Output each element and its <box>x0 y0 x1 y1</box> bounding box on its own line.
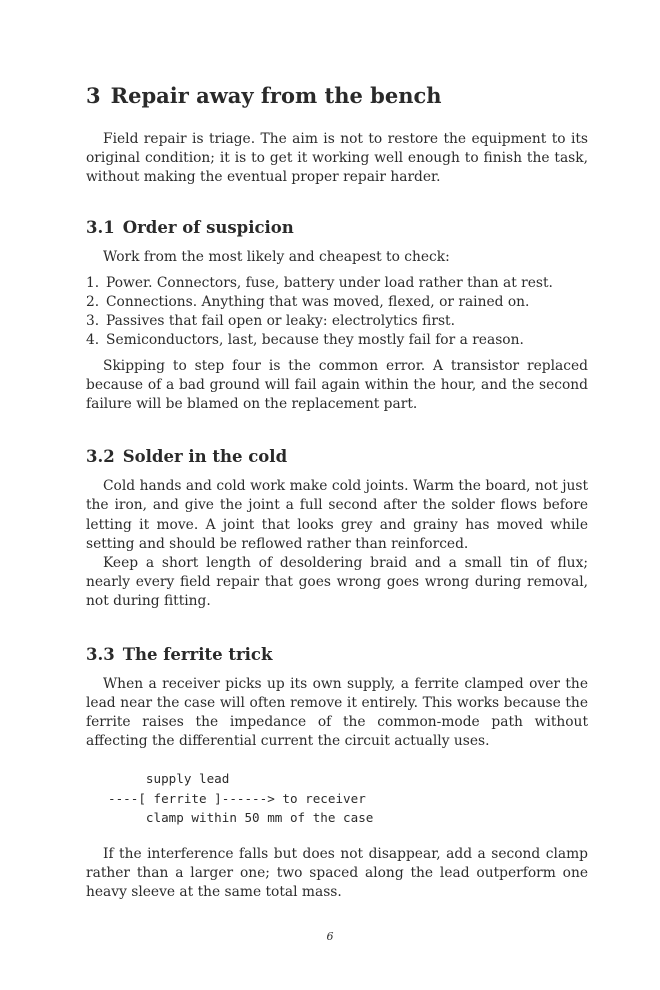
list-item-number: 3. <box>86 313 100 330</box>
list-item-text: Passives that fail open or leaky: electrolytics first. <box>106 313 455 330</box>
section-intro-paragraph: Field repair is triage. The aim is not to restore the equipment to its original condition; it is to get it working well enough to finish the task, without making the eventual proper repair harder. <box>86 131 588 186</box>
list-item <box>86 331 588 350</box>
suspicion-list <box>86 274 588 351</box>
subsection-heading-the-ferrite-trick <box>86 644 588 666</box>
ferrite-ascii-diagram: supply lead ----[ ferrite ]------> to receiver clamp within 50 mm of the case <box>108 771 374 826</box>
list-item <box>86 293 588 312</box>
subsection-heading-order-of-suspicion <box>86 217 588 239</box>
subsection-title: Solder in the cold <box>122 447 288 467</box>
section-heading <box>86 82 588 110</box>
subsection-number: 3.3 <box>86 644 115 664</box>
subsection-title: The ferrite trick <box>122 644 273 664</box>
list-item-text: Power. Connectors, fuse, battery under load rather than at rest. <box>106 274 553 291</box>
list-item-text: Semiconductors, last, because they mostly fail for a reason. <box>106 332 524 349</box>
list-item-number: 2. <box>86 294 100 311</box>
page-number: 6 <box>326 930 334 943</box>
body-paragraph: Skipping to step four is the common error. A transistor replaced because of a bad ground will fail again within the hour, and the second failure will be blamed on the replacement part. <box>86 357 588 413</box>
subsection-number: 3.2 <box>86 447 115 467</box>
subsection-number: 3.1 <box>86 217 115 237</box>
document-page <box>86 82 588 902</box>
section-title: Repair away from the bench <box>110 83 442 108</box>
subsection-title: Order of suspicion <box>122 217 294 237</box>
section-number: 3 <box>86 83 101 108</box>
body-paragraph: Keep a short length of desoldering braid and a small tin of flux; nearly every field repair that goes wrong goes wrong during removal, not during fitting. <box>86 555 588 610</box>
list-item <box>86 312 588 331</box>
body-paragraph: When a receiver picks up its own supply, a ferrite clamped over the lead near the case will often remove it entirely. This works because the ferrite raises the impedance of the common-mode path without affecting the differential current the circuit actually uses. <box>86 675 588 750</box>
subsection-heading-solder-in-the-cold <box>86 446 588 468</box>
list-intro-paragraph: Work from the most likely and cheapest to check: <box>103 248 450 265</box>
body-paragraph: If the interference falls but does not disappear, add a second clamp rather than a larger one; two spaced along the lead outperform one heavy sleeve at the same total mass. <box>86 845 588 901</box>
list-item-number: 1. <box>86 274 100 291</box>
list-item <box>86 274 588 293</box>
list-item-number: 4. <box>86 332 100 349</box>
body-paragraph: Cold hands and cold work make cold joints. Warm the board, not just the iron, and give the joint a full second after the solder flows before letting it move. A joint that looks grey and grainy has moved while setting and should be reflowed rather than reinforced. <box>86 478 588 552</box>
list-item-text: Connections. Anything that was moved, flexed, or rained on. <box>106 294 530 311</box>
